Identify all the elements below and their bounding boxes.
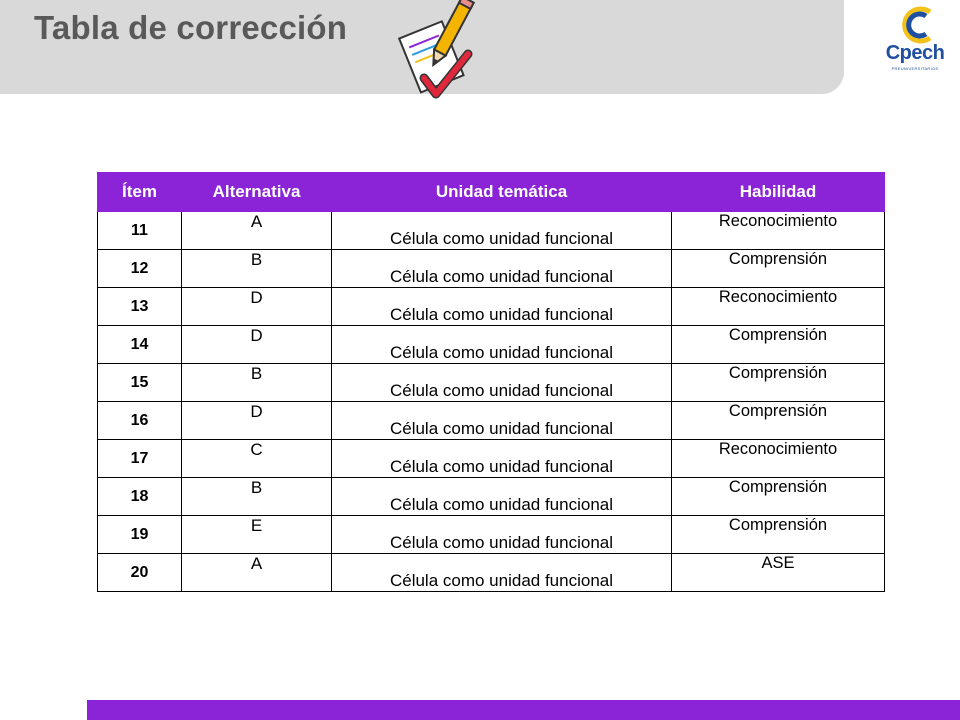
unidad-cell: Célula como unidad funcional: [332, 212, 672, 250]
table-row: [98, 250, 885, 288]
unidad-cell: Célula como unidad funcional: [332, 364, 672, 402]
table-row: [98, 440, 885, 478]
item-cell: 12: [98, 250, 182, 288]
habilidad-cell: Comprensión: [672, 478, 885, 516]
table-row: [98, 516, 885, 554]
habilidad-cell: Comprensión: [672, 250, 885, 288]
page-title: Tabla de corrección: [34, 9, 348, 46]
table-row: [98, 212, 885, 250]
footer-bar: [87, 700, 960, 720]
unidad-cell: Célula como unidad funcional: [332, 554, 672, 592]
item-cell: 19: [98, 516, 182, 554]
unidad-cell: Célula como unidad funcional: [332, 326, 672, 364]
unidad-cell: Célula como unidad funcional: [332, 440, 672, 478]
alternativa-cell: B: [182, 250, 332, 288]
column-header-alternativa: Alternativa: [182, 173, 332, 212]
habilidad-cell: Comprensión: [672, 364, 885, 402]
item-cell: 18: [98, 478, 182, 516]
alternativa-cell: B: [182, 364, 332, 402]
unidad-cell: Célula como unidad funcional: [332, 288, 672, 326]
habilidad-cell: Reconocimiento: [672, 212, 885, 250]
alternativa-cell: D: [182, 402, 332, 440]
column-header-unidad: Unidad temática: [332, 173, 672, 212]
alternativa-cell: C: [182, 440, 332, 478]
table-header-row: [98, 173, 885, 212]
alternativa-cell: E: [182, 516, 332, 554]
column-header-habilidad: Habilidad: [672, 173, 885, 212]
pencil-checkmark-icon: [396, 0, 478, 104]
cpech-logo-icon: [880, 4, 950, 44]
item-cell: 15: [98, 364, 182, 402]
item-cell: 11: [98, 212, 182, 250]
table-row: [98, 478, 885, 516]
habilidad-cell: Reconocimiento: [672, 440, 885, 478]
table-row: [98, 288, 885, 326]
logo-text: Cpech: [885, 42, 945, 64]
unidad-cell: Célula como unidad funcional: [332, 478, 672, 516]
item-cell: 20: [98, 554, 182, 592]
alternativa-cell: D: [182, 326, 332, 364]
logo-tagline: PREUNIVERSITARIOS: [891, 66, 939, 71]
correction-table: [97, 172, 885, 592]
item-cell: 13: [98, 288, 182, 326]
item-cell: 17: [98, 440, 182, 478]
habilidad-cell: Comprensión: [672, 516, 885, 554]
column-header-item: Ítem: [98, 173, 182, 212]
habilidad-cell: Comprensión: [672, 326, 885, 364]
unidad-cell: Célula como unidad funcional: [332, 250, 672, 288]
item-cell: 16: [98, 402, 182, 440]
table-row: [98, 364, 885, 402]
alternativa-cell: A: [182, 554, 332, 592]
unidad-cell: Célula como unidad funcional: [332, 402, 672, 440]
alternativa-cell: A: [182, 212, 332, 250]
habilidad-cell: Reconocimiento: [672, 288, 885, 326]
alternativa-cell: B: [182, 478, 332, 516]
cpech-logo: [880, 4, 950, 76]
table-row: [98, 402, 885, 440]
table-row: [98, 326, 885, 364]
habilidad-cell: Comprensión: [672, 402, 885, 440]
table-row: [98, 554, 885, 592]
habilidad-cell: ASE: [672, 554, 885, 592]
alternativa-cell: D: [182, 288, 332, 326]
item-cell: 14: [98, 326, 182, 364]
unidad-cell: Célula como unidad funcional: [332, 516, 672, 554]
